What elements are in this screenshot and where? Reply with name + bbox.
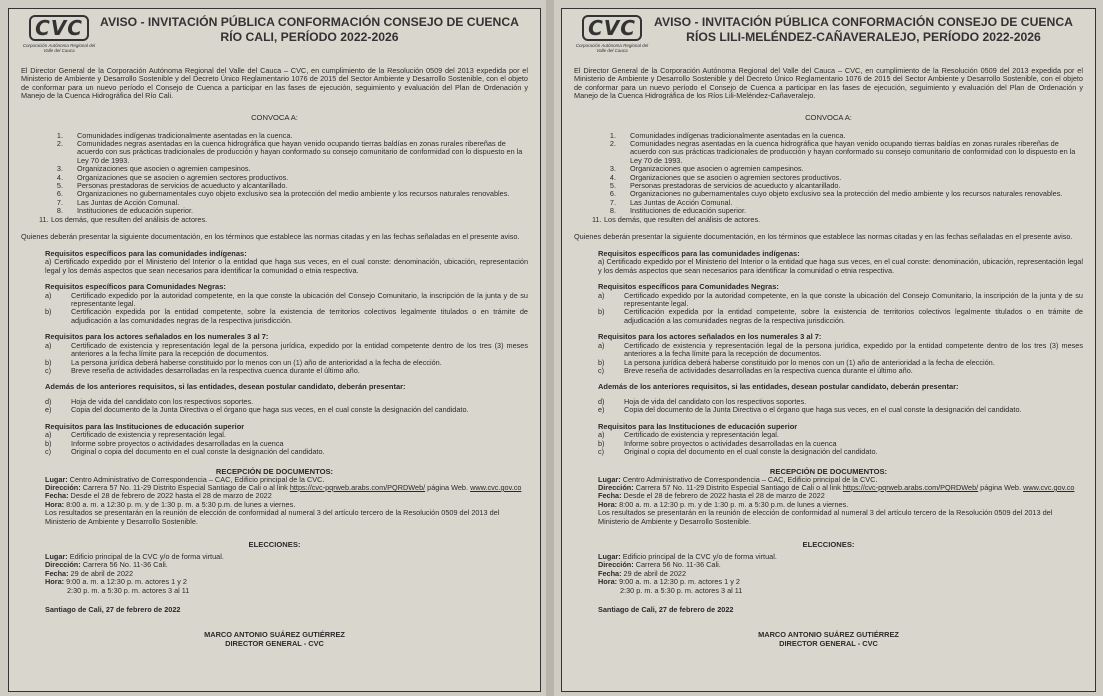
req-educacion <box>574 423 1083 457</box>
signer-name: MARCO ANTONIO SUÁREZ GUTIÉRREZ <box>758 630 899 640</box>
list-item: 4. Organizaciones que se asocien o agremien sectores productivos. <box>609 172 842 182</box>
list-item: 11. Los demás, que resulten del análisis de actores. <box>39 214 208 224</box>
req-actores-heading: Requisitos para los actores señalados en los numerales 3 al 7: <box>598 332 822 342</box>
pqr-link[interactable]: https://cvc-pqrweb.arabs.com/PQRDWeb/ <box>289 482 426 492</box>
list-item: 1. Comunidades indígenas tradicionalmente asentadas en la cuenca. <box>56 130 293 140</box>
cvc-logo <box>574 15 650 53</box>
req-negras-heading: Requisitos específicos para Comunidades Negras: <box>45 281 226 291</box>
cvc-logo-subtitle: Corporación Autónoma Regional del Valle del Cauca <box>575 43 649 53</box>
signature-block <box>21 630 528 648</box>
notice-title-line1: AVISO - INVITACIÓN PÚBLICA CONFORMACIÓN CONSEJO DE CUENCA <box>654 15 1073 29</box>
cvc-logo <box>21 15 97 53</box>
req-actores <box>574 333 1083 375</box>
notice-header <box>574 15 1083 63</box>
list-item: 6. Organizaciones no gubernamentales cuyo objeto exclusivo sea la protección del medio ambiente y los recursos naturales renovables. <box>609 189 1063 199</box>
recepcion-details: Lugar: Centro Administrativo de Correspondencia – CAC, Edificio principal de la CVC. Dirección: Carrera 57 No. 11-29 Distrito Especial Santiago de Cali o al link https://cvc-pqrweb.arabs.com/PQRDWeb/ página Web. www.cvc.gov.co Fecha: Desde el 28 de febrero de 2022 hasta el 28 de marzo de 2022 Hora: 8:00 a. m. a 12:30 p. m. y de 1:30 p. m. a 5:30 p.m. de lunes a viernes. Los resultados se presentarán en la reunión de elección de conformidad al numeral 3 del artículo tercero de la Resolución 0509 del 2013 del Ministerio de Ambiente y Desarrollo Sostenible. <box>21 476 528 526</box>
recepcion-results: Los resultados se presentarán en la reunión de elección de conformidad al numeral 3 del artículo tercero de la Resolución 0509 del 2013 del Ministerio de Ambiente y Desarrollo Sostenible. <box>45 508 500 526</box>
req-indigenas <box>21 250 528 275</box>
req-item: a) Certificado de existencia y representación legal. <box>45 430 226 440</box>
req-indigenas-text: a) Certificado expedido por el Ministerio del Interior o la entidad que haga sus veces, en el cual conste: denominación, ubicación, representación legal y los demás aspectos que sean necesarios para identificar la comunidad o etnia respectiva. <box>598 257 1083 275</box>
list-item: 3. Organizaciones que asocien o agremien campesinos. <box>609 164 804 174</box>
req-item: a) Certificado expedido por la autoridad competente, en la que conste la ubicación del Consejo Comunitario, la inscripción de la junta y de su representante legal. <box>598 290 1083 308</box>
req-indigenas <box>574 250 1083 275</box>
recepcion-details: Lugar: Centro Administrativo de Correspondencia – CAC, Edificio principal de la CVC. Dirección: Carrera 57 No. 11-29 Distrito Especial Santiago de Cali o al link https://cvc-pqrweb.arabs.com/PQRDWeb/ página Web. www.cvc.gov.co Fecha: Desde el 28 de febrero de 2022 hasta el 28 de marzo de 2022 Hora: 8:00 a. m. a 12:30 p. m. y de 1:30 p. m. a 5:30 p.m. de lunes a viernes. Los resultados se presentarán en la reunión de elección de conformidad al numeral 3 del artículo tercero de la Resolución 0509 del 2013 del Ministerio de Ambiente y Desarrollo Sostenible. <box>574 476 1083 526</box>
req-item: a) Certificado expedido por la autoridad competente, en la que conste la ubicación del Consejo Comunitario, la inscripción de la junta y de su representante legal. <box>45 290 528 308</box>
place-date: Santiago de Cali, 27 de febrero de 2022 <box>45 605 181 615</box>
req-item: a) Certificado de existencia y representación legal. <box>598 430 779 440</box>
elecciones-details: Lugar: Edificio principal de la CVC y/o de forma virtual. Dirección: Carrera 56 No. 11-36 Cali. Fecha: 29 de abril de 2022 Hora: 9:00 a. m. a 12:30 p. m. actores 1 y 2 2:30 p. m. a 5:30 p. m. actores 3 al 11 <box>598 552 777 595</box>
place-date: Santiago de Cali, 27 de febrero de 2022 <box>598 605 734 615</box>
req-item: d) Hoja de vida del candidato con los respectivos soportes. <box>598 396 807 406</box>
notice-header <box>21 15 528 63</box>
elecciones-heading: ELECCIONES: <box>802 540 855 549</box>
req-candidato <box>21 383 528 414</box>
elecciones-heading: ELECCIONES: <box>248 540 301 549</box>
list-item: 5. Personas prestadoras de servicios de acueducto y alcantarillado. <box>56 181 288 191</box>
list-item: 8. Instituciones de educación superior. <box>56 206 194 216</box>
req-item: b) Certificación expedida por la entidad competente, sobre la existencia de territorios colectivos legalmente titulados o en trámite de adjudicación a las comunidades negras de la respectiva jurisdicción. <box>45 307 528 325</box>
convoca-heading: CONVOCA A: <box>805 112 852 122</box>
req-educacion-heading: Requisitos para las Instituciones de educación superior <box>45 421 245 431</box>
req-item: c) Breve reseña de actividades desarrolladas en la respectiva cuenca durante el último año. <box>45 365 360 375</box>
list-item: 2. Comunidades negras asentadas en la cuenca hidrográfica que hayan venido ocupando tierras baldías en zonas rurales ribereñas de acuerdo con sus prácticas tradicionales de producción y hayan conformado su consejo comunitario de conformidad con lo dispuesto en la Ley 70 de 1993. <box>609 139 1076 165</box>
req-item: c) Original o copia del documento en el cual conste la designación del candidato. <box>598 447 878 457</box>
req-indigenas-heading: Requisitos específicos para las comunidades indígenas: <box>45 248 247 258</box>
cvc-logo-subtitle: Corporación Autónoma Regional del Valle del Cauca <box>22 43 96 53</box>
req-item: c) Original o copia del documento en el cual conste la designación del candidato. <box>45 447 325 457</box>
req-item: a) Certificado de existencia y representación legal de la persona jurídica, expedido por la entidad competente dentro de los tres (3) meses anteriores a la fecha límite para la recepción de documentos. <box>598 340 1083 359</box>
req-item: b) Informe sobre proyectos o actividades desarrolladas en la cuenca <box>598 438 837 448</box>
signer-role: DIRECTOR GENERAL - CVC <box>779 639 878 649</box>
pqr-link[interactable]: https://cvc-pqrweb.arabs.com/PQRDWeb/ <box>842 482 979 492</box>
req-actores <box>21 333 528 375</box>
docs-intro: Quienes deberán presentar la siguiente documentación, en los términos que establece las normas citadas y en las fechas señaladas en el presente aviso. <box>574 232 1073 242</box>
signer-name: MARCO ANTONIO SUÁREZ GUTIÉRREZ <box>204 630 345 640</box>
cvc-logo-mark: CVC <box>29 15 89 41</box>
req-item: e) Copia del documento de la Junta Directiva o el órgano que haga sus veces, en el cual conste la designación del candidato. <box>45 405 469 415</box>
list-item: 5. Personas prestadoras de servicios de acueducto y alcantarillado. <box>609 181 841 191</box>
docs-intro: Quienes deberán presentar la siguiente documentación, en los términos que establece las normas citadas y en las fechas señaladas en el presente aviso. <box>21 232 520 242</box>
req-indigenas-heading: Requisitos específicos para las comunidades indígenas: <box>598 248 800 258</box>
page-fold <box>546 0 554 696</box>
req-item: e) Copia del documento de la Junta Directiva o el órgano que haga sus veces, en el cual conste la designación del candidato. <box>598 405 1022 415</box>
req-item: c) Breve reseña de actividades desarrolladas en la respectiva cuenca durante el último año. <box>598 365 913 375</box>
web-link[interactable]: www.cvc.gov.co <box>1023 482 1075 492</box>
list-item: 3. Organizaciones que asocien o agremien campesinos. <box>56 164 251 174</box>
req-item: d) Hoja de vida del candidato con los respectivos soportes. <box>45 396 254 406</box>
recepcion-heading: RECEPCIÓN DE DOCUMENTOS: <box>215 466 334 476</box>
notice-intro: El Director General de la Corporación Autónoma Regional del Valle del Cauca – CVC, en cumplimiento de la Resolución 0509 del 2013 expedida por el Ministerio de Ambiente y Desarrollo Sostenible y del Decreto Único Reglamentario 1076 de 2015 del Sector Ambiente y Desarrollo Sostenible, con el objeto de conformar para un nuevo período el Consejo de Cuenca a participar en las fases de ejecución, seguimiento y evaluación del Plan de Ordenación y Manejo de la Cuenca Hidrográfica de los Ríos Lili-Meléndez-Cañaveralejo. <box>574 66 1083 101</box>
req-item: b) Informe sobre proyectos o actividades desarrolladas en la cuenca <box>45 438 284 448</box>
elecciones-details: Lugar: Edificio principal de la CVC y/o de forma virtual. Dirección: Carrera 56 No. 11-36 Cali. Fecha: 29 de abril de 2022 Hora: 9:00 a. m. a 12:30 p. m. actores 1 y 2 2:30 p. m. a 5:30 p. m. actores 3 al 11 <box>45 552 224 595</box>
req-negras <box>21 283 528 325</box>
cvc-logo-mark: CVC <box>582 15 642 41</box>
req-item: b) La persona jurídica deberá haberse constituido por lo menos con un (1) año de anterioridad a la fecha de elección. <box>45 357 442 367</box>
recepcion-results: Los resultados se presentarán en la reunión de elección de conformidad al numeral 3 del artículo tercero de la Resolución 0509 del 2013 del Ministerio de Ambiente y Desarrollo Sostenible. <box>598 508 1053 526</box>
req-educacion <box>21 423 528 457</box>
req-actores-heading: Requisitos para los actores señalados en los numerales 3 al 7: <box>45 332 269 342</box>
req-negras-heading: Requisitos específicos para Comunidades Negras: <box>598 281 779 291</box>
req-candidato <box>574 383 1083 414</box>
list-item: 4. Organizaciones que se asocien o agremien sectores productivos. <box>56 172 289 182</box>
notice-title <box>97 15 528 45</box>
req-item: b) Certificación expedida por la entidad competente, sobre la existencia de territorios colectivos legalmente titulados o en trámite de adjudicación a las comunidades negras de la respectiva jurisdicción. <box>598 307 1083 325</box>
notice-title <box>650 15 1083 45</box>
req-item: a) Certificado de existencia y representación legal de la persona jurídica, expedido por la entidad competente dentro de los tres (3) meses anteriores a la fecha límite para la recepción de documentos. <box>45 340 528 359</box>
list-item: 8. Instituciones de educación superior. <box>609 206 747 216</box>
list-item: 2. Comunidades negras asentadas en la cuenca hidrográfica que hayan venido ocupando tierras baldías en zonas rurales ribereñas de acuerdo con sus prácticas tradicionales de producción y hayan conformado su consejo comunitario de conformidad con lo dispuesto en la Ley 70 de 1993. <box>56 139 523 165</box>
list-item: 1. Comunidades indígenas tradicionalmente asentadas en la cuenca. <box>609 130 846 140</box>
notice-intro: El Director General de la Corporación Autónoma Regional del Valle del Cauca – CVC, en cumplimiento de la Resolución 0509 del 2013 expedida por el Ministerio de Ambiente y Desarrollo Sostenible y del Decreto Único Reglamentario 1076 de 2015 del Sector Ambiente y Desarrollo Sostenible, con el objeto de conformar para un nuevo período el Consejo de Cuenca a participar en las fases de ejecución, seguimiento y evaluación del Plan de Ordenación y Manejo de la Cuenca Hidrográfica del Río Cali. <box>21 66 528 101</box>
req-item: b) La persona jurídica deberá haberse constituido por lo menos con un (1) año de anterioridad a la fecha de elección. <box>598 357 995 367</box>
list-item: 6. Organizaciones no gubernamentales cuyo objeto exclusivo sea la protección del medio ambiente y los recursos naturales renovables. <box>56 189 510 199</box>
req-indigenas-text: a) Certificado expedido por el Ministerio del Interior o la entidad que haga sus veces, en el cual conste: denominación, ubicación, representación legal y los demás aspectos que sean necesarios para identificar la comunidad o etnia respectiva. <box>45 257 528 275</box>
notice-rios-lili <box>561 8 1096 692</box>
notice-title-line2: RÍO CALI, PERÍODO 2022-2026 <box>220 30 399 44</box>
convoca-list <box>21 132 528 224</box>
web-link[interactable]: www.cvc.gov.co <box>470 482 522 492</box>
req-negras <box>574 283 1083 325</box>
signer-role: DIRECTOR GENERAL - CVC <box>225 639 324 649</box>
convoca-heading: CONVOCA A: <box>251 112 298 122</box>
list-item: 11. Los demás, que resulten del análisis de actores. <box>592 214 761 224</box>
req-candidato-heading: Además de los anteriores requisitos, si las entidades, desean postular candidato, deberán presentar: <box>45 382 406 392</box>
recepcion-heading: RECEPCIÓN DE DOCUMENTOS: <box>769 466 888 476</box>
signature-block <box>574 630 1083 648</box>
list-item: 7. Las Juntas de Acción Comunal. <box>56 197 180 207</box>
list-item: 7. Las Juntas de Acción Comunal. <box>609 197 733 207</box>
convoca-list <box>574 132 1083 224</box>
req-educacion-heading: Requisitos para las Instituciones de educación superior <box>598 421 798 431</box>
notice-title-line1: AVISO - INVITACIÓN PÚBLICA CONFORMACIÓN CONSEJO DE CUENCA <box>100 15 519 29</box>
req-candidato-heading: Además de los anteriores requisitos, si las entidades, desean postular candidato, deberán presentar: <box>598 382 959 392</box>
notice-rio-cali <box>8 8 541 692</box>
notice-title-line2: RÍOS LILI-MELÉNDEZ-CAÑAVERALEJO, PERÍODO 2022-2026 <box>686 30 1041 44</box>
